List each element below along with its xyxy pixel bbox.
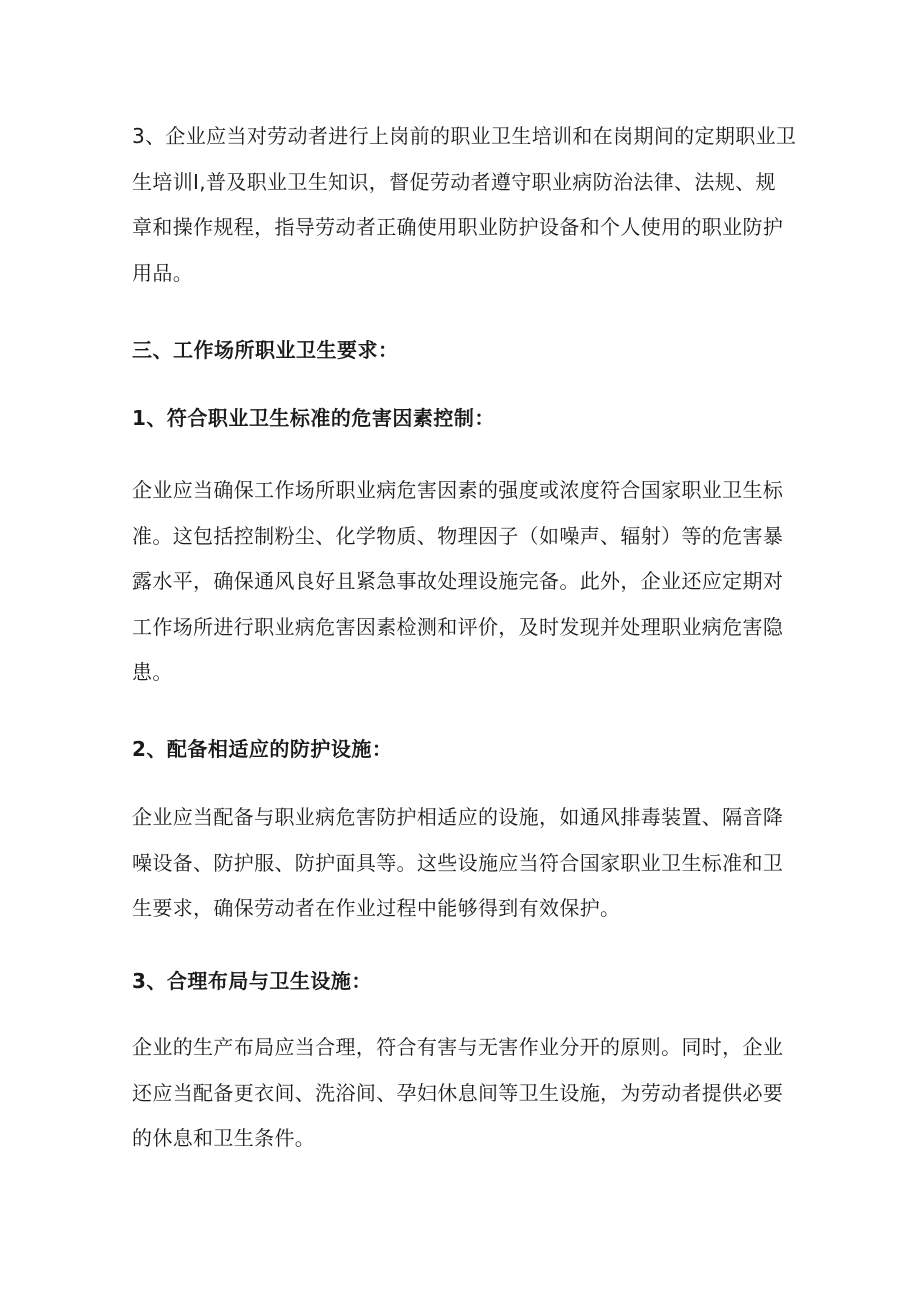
sub-heading-layout-sanitation: 3、合理布局与卫生设施： xyxy=(132,969,372,993)
sub-heading-protective-facilities: 2、配备相适应的防护设施： xyxy=(132,737,393,761)
paragraph-hazard-control xyxy=(132,468,782,696)
paragraph-protective-facilities xyxy=(132,795,782,932)
text-line: 患。 xyxy=(132,660,173,684)
text-line: 用品。 xyxy=(132,260,194,285)
text-line: 企业的生产布局应当合理，符合有害与无害作业分开的原则。同时，企业 xyxy=(132,1035,784,1059)
paragraph-training xyxy=(132,114,797,296)
text-line: 还应当配备更衣间、洗浴间、孕妇休息间等卫生设施，为劳动者提供必要 xyxy=(132,1080,784,1105)
text-line: 的休息和卫生条件。 xyxy=(132,1126,316,1150)
text-line: 生要求，确保劳动者在作业过程中能够得到有效保护。 xyxy=(132,896,621,920)
text-line: 章和操作规程，指导劳动者正确使用职业防护设备和个人使用的职业防护 xyxy=(132,215,784,239)
text-line: 工作场所进行职业病危害因素检测和评价，及时发现并处理职业病危害隐 xyxy=(132,614,784,639)
text-line: 准。这包括控制粉尘、化学物质、物理因子（如噪声、辐射）等的危害暴 xyxy=(132,523,784,548)
text-line: 生培训I,普及职业卫生知识，督促劳动者遵守职业病防治法律、法规、规 xyxy=(132,169,776,194)
text-line: 3、企业应当对劳动者进行上岗前的职业卫生培训和在岗期间的定期职业卫 xyxy=(132,124,797,148)
text-line: 企业应当确保工作场所职业病危害因素的强度或浓度符合国家职业卫生标 xyxy=(132,478,784,502)
sub-heading-hazard-control: 1、符合职业卫生标准的危害因素控制： xyxy=(132,406,495,430)
text-line: 企业应当配备与职业病危害防护相适应的设施，如通风排毒装置、隔音降 xyxy=(132,805,784,829)
section-heading: 三、工作场所职业卫生要求： xyxy=(132,338,399,362)
text-line: 露水平，确保通风良好且紧急事故处理设施完备。此外，企业还应定期对 xyxy=(132,569,784,593)
text-line: 噪设备、防护服、防护面具等。这些设施应当符合国家职业卫生标准和卫 xyxy=(132,850,784,875)
paragraph-layout-sanitation xyxy=(132,1025,782,1162)
